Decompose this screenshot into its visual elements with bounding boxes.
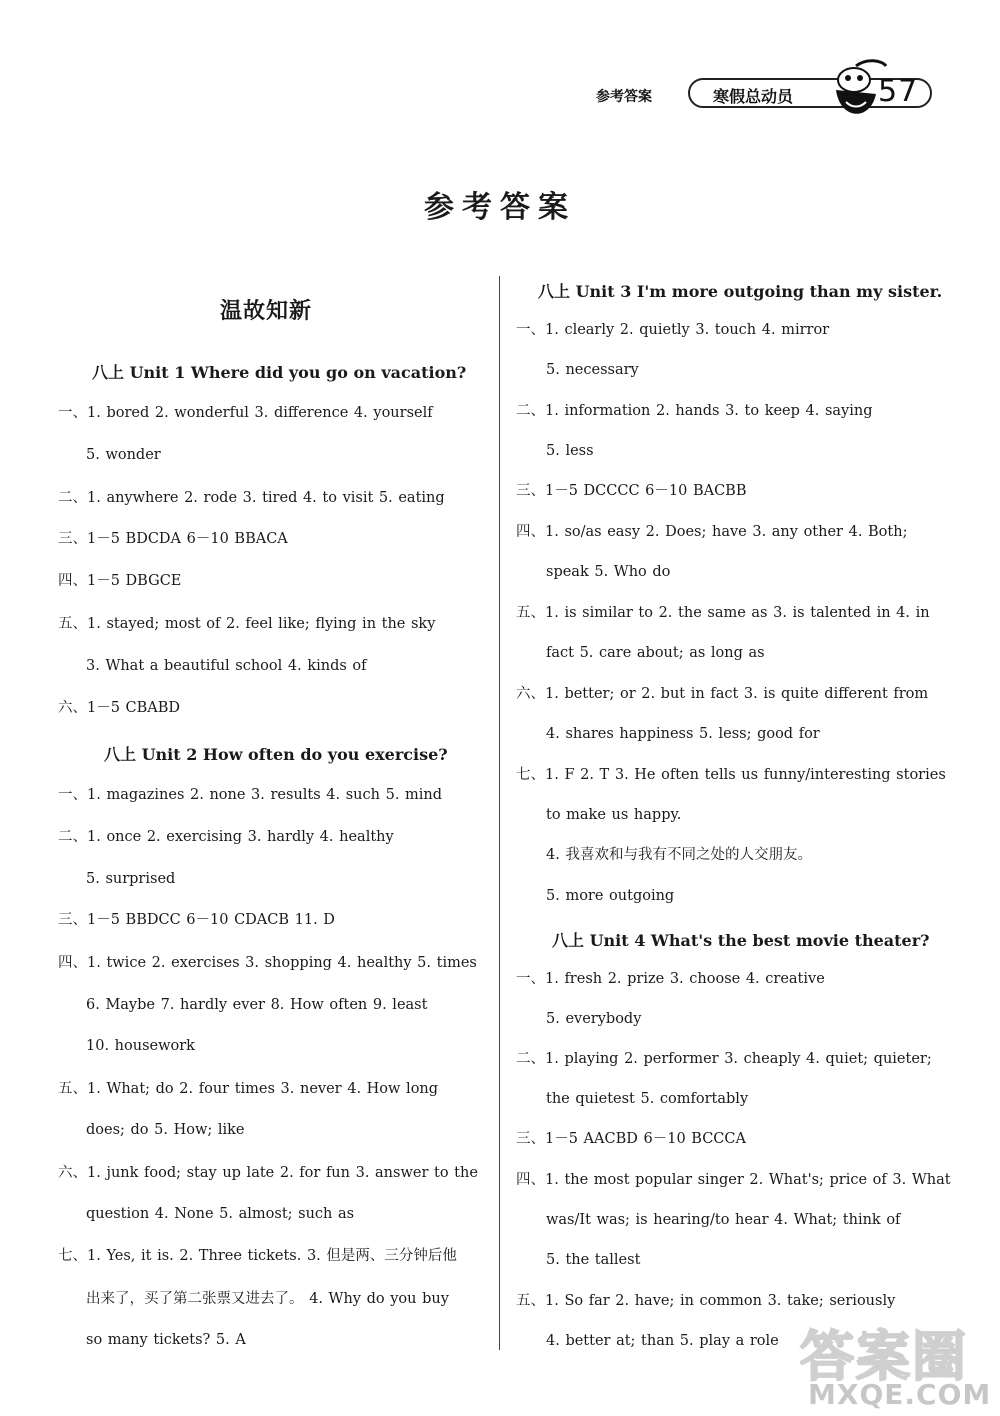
answer-line: 一、1. bored 2. wonderful 3. difference 4. yourself [58, 405, 433, 421]
answer-line: 5. surprised [86, 871, 176, 887]
answer-line: 七、1. Yes, it is. 2. Three tickets. 3. 但是两、三分钟后他 [58, 1248, 457, 1264]
answer-line: 5. the tallest [546, 1252, 641, 1268]
column-divider [499, 276, 500, 1350]
watermark-logo: 答案圈 [800, 1325, 968, 1388]
answer-line: 二、1. playing 2. performer 3. cheaply 4. quiet; quieter; [516, 1051, 932, 1067]
page-number: 57 [878, 74, 919, 109]
answer-line: 一、1. magazines 2. none 3. results 4. such 5. mind [58, 787, 443, 803]
answer-line: 5. wonder [86, 447, 161, 463]
answer-line: question 4. None 5. almost; such as [86, 1206, 355, 1222]
answer-line: 六、1. better; or 2. but in fact 3. is quite different from [516, 686, 929, 702]
answer-line: 4. shares happiness 5. less; good for [546, 726, 820, 742]
answer-line: 三、1－5 BBDCC 6－10 CDACB 11. D [58, 912, 335, 928]
answer-line: 3. What a beautiful school 4. kinds of [86, 658, 367, 674]
answer-line: the quietest 5. comfortably [546, 1091, 749, 1107]
answer-line: 四、1. twice 2. exercises 3. shopping 4. healthy 5. times [58, 955, 477, 971]
answer-line: 六、1－5 CBABD [58, 700, 181, 716]
answer-line: 10. housework [86, 1038, 195, 1054]
answer-line: 6. Maybe 7. hardly ever 8. How often 9. least [86, 997, 428, 1013]
answer-line: 六、1. junk food; stay up late 2. for fun 3. answer to the [58, 1165, 478, 1181]
answer-line: to make us happy. [546, 807, 682, 823]
answer-line: 出来了，买了第二张票又进去了。 4. Why do you buy [86, 1291, 449, 1307]
answer-line: 四、1－5 DBGCE [58, 573, 182, 589]
answer-line: 二、1. information 2. hands 3. to keep 4. saying [516, 403, 873, 419]
page-title: 参考答案 [424, 190, 576, 225]
answer-line: 5. less [546, 443, 594, 459]
unit-title: 八上 Unit 1 Where did you go on vacation? [92, 363, 467, 382]
answer-line: 五、1. What; do 2. four times 3. never 4. How long [58, 1081, 439, 1097]
answer-line: 5. necessary [546, 362, 639, 378]
header-section-label: 参考答案 [596, 89, 652, 105]
answer-line: was/It was; is hearing/to hear 4. What; think of [546, 1212, 901, 1228]
answer-line: 二、1. anywhere 2. rode 3. tired 4. to visit 5. eating [58, 490, 445, 506]
answer-line: 三、1－5 AACBD 6－10 BCCCA [516, 1131, 746, 1147]
answer-line: 二、1. once 2. exercising 3. hardly 4. healthy [58, 829, 394, 845]
answer-line: 五、1. stayed; most of 2. feel like; flying in the sky [58, 616, 436, 632]
header-book-title: 寒假总动员 [713, 87, 794, 106]
answer-line: 5. everybody [546, 1011, 642, 1027]
watermark-url: MXQE.COM [808, 1378, 992, 1411]
unit-title: 八上 Unit 3 I'm more outgoing than my sister. [538, 282, 943, 301]
answer-line: 三、1－5 DCCCC 6－10 BACBB [516, 483, 747, 499]
answer-line: 4. better at; than 5. play a role [546, 1333, 779, 1349]
answer-line: 七、1. F 2. T 3. He often tells us funny/interesting stories [516, 767, 946, 783]
answer-line: 一、1. clearly 2. quietly 3. touch 4. mirror [516, 322, 830, 338]
answer-line: 四、1. so/as easy 2. Does; have 3. any other 4. Both; [516, 524, 908, 540]
answer-line: 一、1. fresh 2. prize 3. choose 4. creative [516, 971, 825, 987]
answer-line: 五、1. So far 2. have; in common 3. take; seriously [516, 1293, 896, 1309]
section-heading: 温故知新 [220, 299, 313, 324]
answer-line: 四、1. the most popular singer 2. What's; price of 3. What [516, 1172, 951, 1188]
answer-line: 五、1. is similar to 2. the same as 3. is talented in 4. in [516, 605, 930, 621]
answer-line: 5. more outgoing [546, 888, 675, 904]
answer-line: 三、1－5 BDCDA 6－10 BBACA [58, 531, 288, 547]
unit-title: 八上 Unit 2 How often do you exercise? [104, 745, 448, 764]
answer-line: does; do 5. How; like [86, 1122, 245, 1138]
unit-title: 八上 Unit 4 What's the best movie theater? [552, 931, 930, 950]
answer-line: speak 5. Who do [546, 564, 671, 580]
answer-line: 4. 我喜欢和与我有不同之处的人交朋友。 [546, 847, 812, 863]
answer-line: fact 5. care about; as long as [546, 645, 765, 661]
answer-line: so many tickets? 5. A [86, 1332, 246, 1348]
